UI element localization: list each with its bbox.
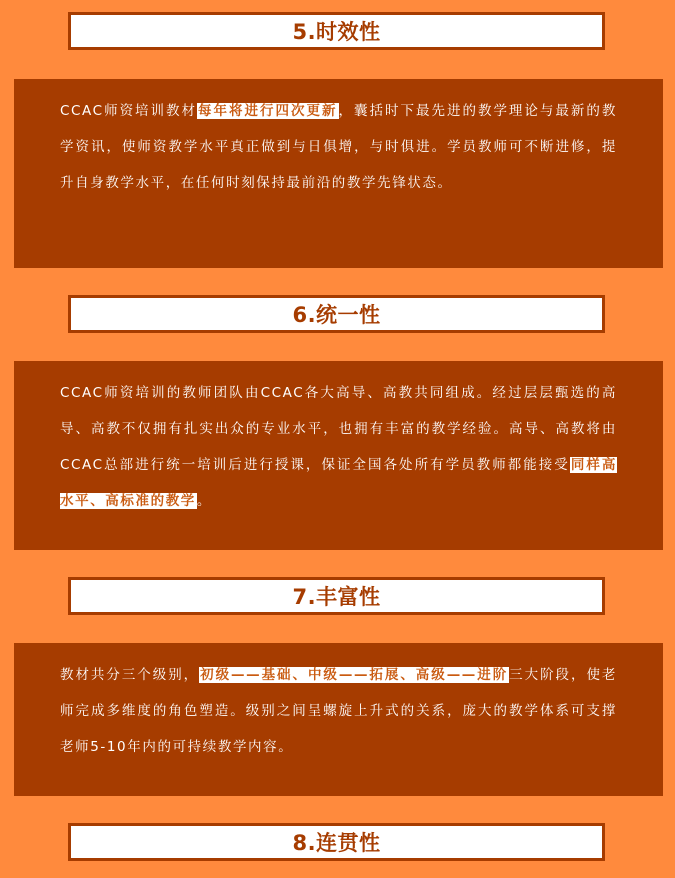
section-6-text-before: CCAC师资培训的教师团队由CCAC各大高导、高教共同组成。经过层层甄选的高导、高教不仅拥有扎实出众的专业水平，也拥有丰富的教学经验。高导、高教将由CCAC总部进行统一培训后进行授课，保证全国各处所有学员教师都能接受 [60, 385, 617, 473]
section-8-heading: 8.连贯性 [292, 831, 381, 855]
section-5-text-after: ，囊括时下最先进的教学理论与最新的教学资讯，使师资教学水平真正做到与日俱增，与时俱进。学员教师可不断进修，提升自身教学水平，在任何时刻保持最前沿的教学先锋状态。 [60, 103, 617, 191]
section-7-highlight: 初级——基础、中级——拓展、高级——进阶 [200, 667, 509, 683]
section-6-panel [14, 361, 663, 550]
section-7-title-box [68, 577, 605, 615]
section-7-text-before: 教材共分三个级别， [60, 667, 200, 683]
section-7-paragraph [60, 657, 617, 765]
section-7-panel [14, 643, 663, 796]
section-6-text-after: 。 [196, 493, 213, 509]
section-8-title-box [68, 823, 605, 861]
section-7-text-after: 三大阶段，使老师完成多维度的角色塑造。级别之间呈螺旋上升式的关系，庞大的教学体系可支撑老师5-10年内的可持续教学内容。 [60, 667, 618, 755]
section-5-title-box [68, 12, 605, 50]
section-5-highlight: 每年将进行四次更新 [198, 103, 338, 119]
section-6-highlight: 同样高水平、高标准的教学 [60, 457, 617, 509]
section-6-paragraph [60, 375, 617, 519]
section-6-title-box [68, 295, 605, 333]
section-5-panel [14, 79, 663, 268]
section-5-text-before: CCAC师资培训教材 [60, 103, 198, 119]
section-6-heading: 6.统一性 [292, 303, 381, 327]
section-5-paragraph [60, 93, 617, 201]
section-5-heading: 5.时效性 [292, 20, 381, 44]
section-7-heading: 7.丰富性 [292, 585, 381, 609]
